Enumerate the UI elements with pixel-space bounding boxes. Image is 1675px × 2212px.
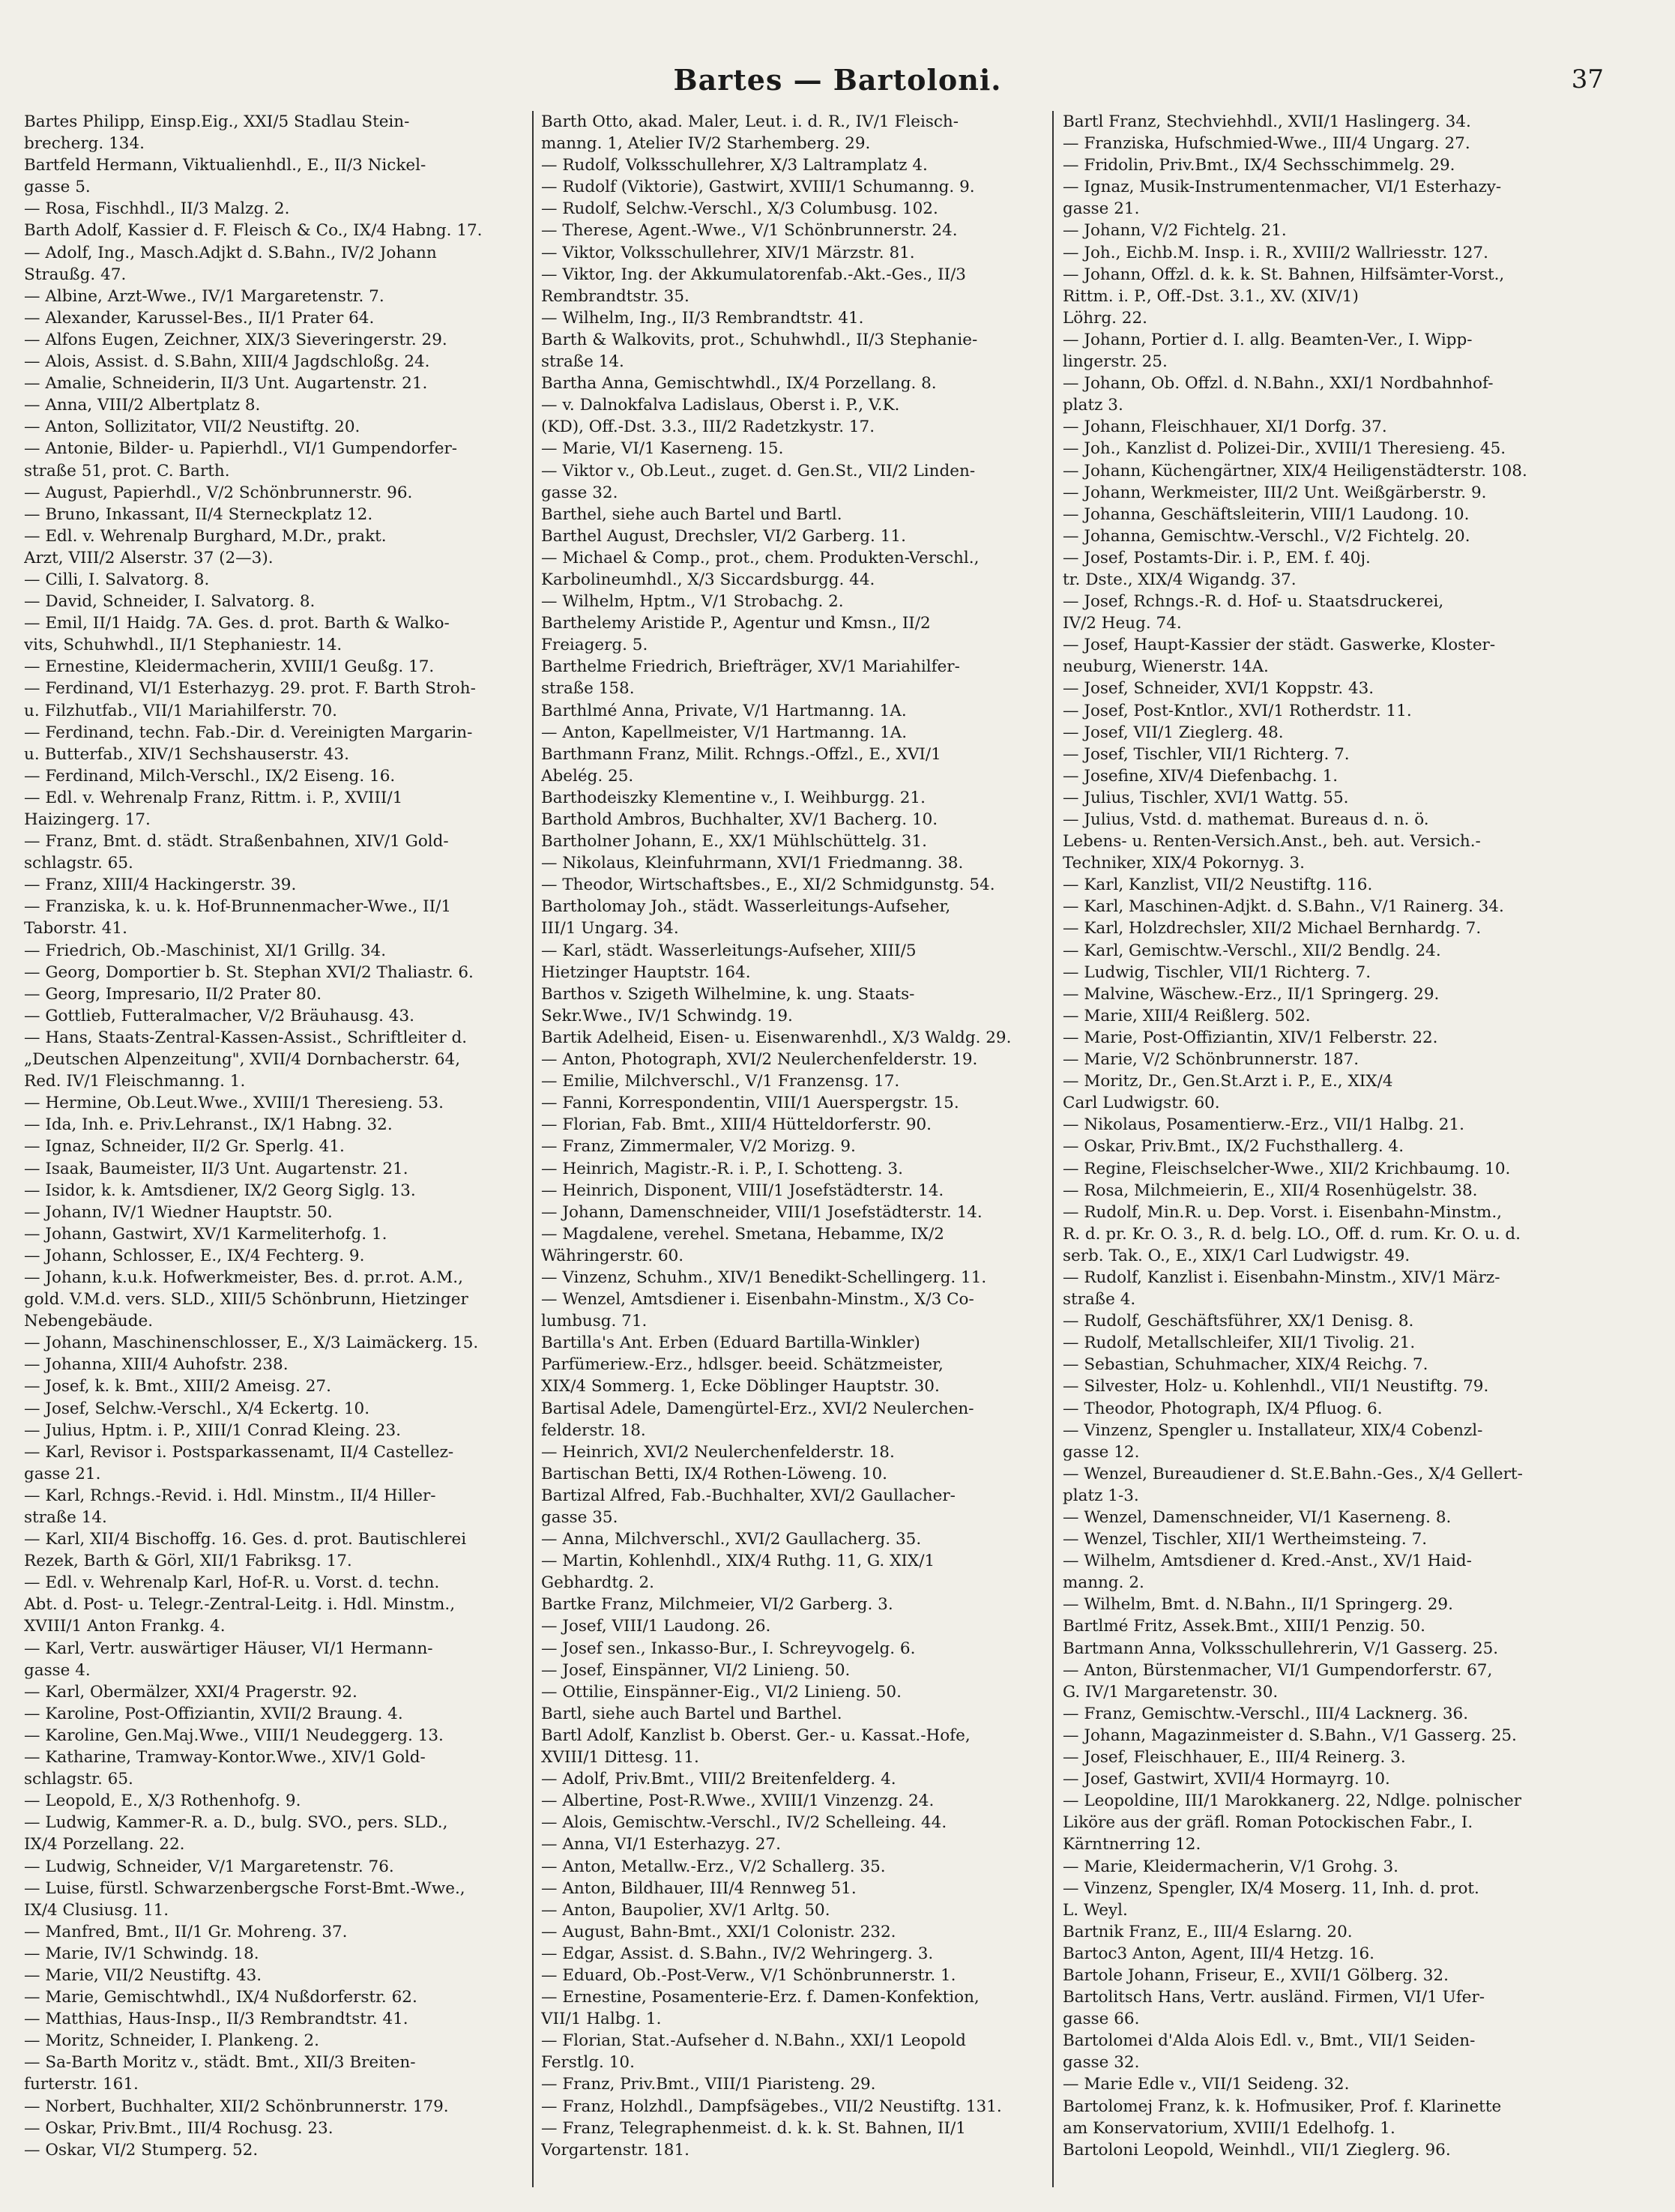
directory-entry-line: gasse 12. <box>1063 1442 1140 1462</box>
directory-entry-line: platz 1-3. <box>1063 1486 1139 1505</box>
directory-entry-line: neuburg, Wienerstr. 14A. <box>1063 657 1269 677</box>
directory-entry-line: lumbusg. 71. <box>541 1312 648 1331</box>
directory-entry-line: — Malvine, Wäschew.-Erz., II/1 Springerg. 29. <box>1063 984 1440 1004</box>
directory-entry-line: — Alexander, Karussel-Bes., II/1 Prater 64. <box>24 308 375 328</box>
directory-entry-line: Barthel, siehe auch Bartel und Bartl. <box>541 504 842 524</box>
directory-entry-line: — Anna, VI/1 Esterhazyg. 27. <box>541 1835 781 1854</box>
directory-entry-line: — Sa-Barth Moritz v., städt. Bmt., XII/3 Breiten- <box>24 2053 416 2073</box>
directory-entry-line: — Heinrich, XVI/2 Neulerchenfelderstr. 18. <box>541 1442 895 1462</box>
directory-entry-line: — Wenzel, Amtsdiener i. Eisenbahn-Minstm., X/3 Co- <box>541 1290 974 1310</box>
directory-entry-line: — Julius, Vstd. d. mathemat. Bureaus d. n. ö. <box>1063 810 1429 829</box>
directory-entry-line: L. Weyl. <box>1063 1900 1128 1920</box>
directory-entry-line: — Adolf, Ing., Masch.Adjkt d. S.Bahn., IV/2 Johann <box>24 243 437 262</box>
directory-entry-line: — Fridolin, Priv.Bmt., IX/4 Sechsschimmelg. 29. <box>1063 156 1455 175</box>
directory-entry-line: Barth Adolf, Kassier d. F. Fleisch & Co., IX/4 Habng. 17. <box>24 221 483 241</box>
directory-entry-line: — Josef, Haupt-Kassier der städt. Gaswerke, Kloster- <box>1063 636 1496 655</box>
directory-entry-line: — Adolf, Priv.Bmt., VIII/2 Breitenfelderg. 4. <box>541 1770 896 1789</box>
directory-entry-line: — Josef, VIII/1 Laudong. 26. <box>541 1617 771 1636</box>
directory-entry-line: — Wenzel, Damenschneider, VI/1 Kaserneng. 8. <box>1063 1508 1452 1527</box>
directory-entry-line: Taborstr. 41. <box>24 919 127 938</box>
directory-entry-line: — Oskar, VI/2 Stumperg. 52. <box>24 2140 259 2160</box>
directory-entry-line: — Karl, Maschinen-Adjkt. d. S.Bahn., V/1 Rainerg. 34. <box>1063 897 1504 917</box>
column-divider <box>1052 111 1054 2187</box>
directory-entry-line: — Rudolf, Kanzlist i. Eisenbahn-Minstm., XIV/1 März- <box>1063 1268 1500 1287</box>
directory-entry-line: Gebhardtg. 2. <box>541 1573 654 1593</box>
directory-entry-line: — Josef, Gastwirt, XVII/4 Hormayrg. 10. <box>1063 1770 1390 1789</box>
column-3 <box>1063 111 1580 2195</box>
directory-entry-line: — Regine, Fleischselcher-Wwe., XII/2 Krichbaumg. 10. <box>1063 1159 1511 1178</box>
directory-entry-line: — Alfons Eugen, Zeichner, XIX/3 Sieveringerstr. 29. <box>24 330 447 349</box>
directory-entry-line: — Anton, Metallw.-Erz., V/2 Schallerg. 35. <box>541 1857 886 1876</box>
directory-entry-line: — Josef, VII/1 Zieglerg. 48. <box>1063 723 1284 742</box>
directory-entry-line: furterstr. 161. <box>24 2075 139 2094</box>
directory-entry-line: Bartolitsch Hans, Vertr. ausländ. Firmen, VI/1 Ufer- <box>1063 1988 1485 2007</box>
directory-entry-line: — Josefine, XIV/4 Diefenbachg. 1. <box>1063 766 1339 786</box>
directory-entry-line: — Antonie, Bilder- u. Papierhdl., VI/1 Gumpendorfer- <box>24 439 458 459</box>
directory-entry-line: Red. IV/1 Fleischmanng. 1. <box>24 1072 246 1091</box>
directory-entry-line: — Johanna, XIII/4 Auhofstr. 238. <box>24 1355 289 1375</box>
directory-entry-line: — Marie, V/2 Schönbrunnerstr. 187. <box>1063 1050 1359 1070</box>
directory-entry-line: — Karoline, Post-Offiziantin, XVII/2 Braung. 4. <box>24 1704 403 1723</box>
directory-entry-line: lingerstr. 25. <box>1063 352 1168 372</box>
directory-entry-line: — Johann, Schlosser, E., IX/4 Fechterg. 9. <box>24 1246 365 1265</box>
directory-entry-line: gasse 35. <box>541 1508 618 1527</box>
directory-entry-line: — Emilie, Milchverschl., V/1 Franzensg. 17. <box>541 1072 900 1091</box>
directory-entry-line: — Magdalene, verehel. Smetana, Hebamme, IX/2 <box>541 1224 944 1244</box>
directory-entry-line: — Nikolaus, Posamentierw.-Erz., VII/1 Halbg. 21. <box>1063 1115 1464 1135</box>
directory-entry-line: Haizingerg. 17. <box>24 810 151 829</box>
directory-entry-line: — Ludwig, Tischler, VII/1 Richterg. 7. <box>1063 962 1371 982</box>
directory-entry-line: — Matthias, Haus-Insp., II/3 Rembrandtstr. 41. <box>24 2010 408 2029</box>
directory-entry-line: — Edl. v. Wehrenalp Burghard, M.Dr., prakt. <box>24 526 387 546</box>
directory-entry-line: — Josef, Postamts-Dir. i. P., EM. f. 40j. <box>1063 548 1371 567</box>
directory-entry-line: — Karl, Rchngs.-Revid. i. Hdl. Minstm., II/4 Hiller- <box>24 1486 436 1505</box>
directory-entry-line: — Karl, XII/4 Bischoffg. 16. Ges. d. prot. Bautischlerei <box>24 1530 467 1549</box>
directory-entry-line: Bartholner Johann, E., XX/1 Mühlschüttelg. 31. <box>541 832 927 852</box>
directory-entry-line: — Albine, Arzt-Wwe., IV/1 Margaretenstr. 7. <box>24 286 384 306</box>
directory-entry-line: Barthelemy Aristide P., Agentur und Kmsn., II/2 <box>541 614 931 633</box>
directory-entry-line: — Marie, VI/1 Kaserneng. 15. <box>541 439 784 459</box>
directory-entry-line: — Hermine, Ob.Leut.Wwe., XVIII/1 Theresieng. 53. <box>24 1094 444 1113</box>
directory-entry-line: Barthlmé Anna, Private, V/1 Hartmanng. 1A. <box>541 701 907 720</box>
directory-entry-line: — Alois, Assist. d. S.Bahn, XIII/4 Jagdschloßg. 24. <box>24 352 430 372</box>
directory-entry-line: — Josef, Fleischhauer, E., III/4 Reinerg. 3. <box>1063 1748 1406 1768</box>
directory-entry-line: — Anton, Sollizitator, VII/2 Neustiftg. 20. <box>24 418 360 437</box>
directory-entry-line: tr. Dste., XIX/4 Wigandg. 37. <box>1063 570 1297 589</box>
directory-entry-line: Karbolineumhdl., X/3 Siccardsburgg. 44. <box>541 570 875 589</box>
directory-entry-line: — Johann, Gastwirt, XV/1 Karmeliterhofg. 1. <box>24 1224 387 1244</box>
directory-entry-line: Lebens- u. Renten-Versich.Anst., beh. aut. Versich.- <box>1063 832 1481 852</box>
directory-entry-line: — Johann, Maschinenschlosser, E., X/3 Laimäckerg. 15. <box>24 1333 479 1353</box>
directory-entry-line: Barthodeiszky Klementine v., I. Weihburgg. 21. <box>541 788 926 807</box>
directory-entry-line: Bartl, siehe auch Bartel und Barthel. <box>541 1704 842 1723</box>
directory-entry-line: IX/4 Clusiusg. 11. <box>24 1900 169 1920</box>
directory-entry-line: straße 51, prot. C. Barth. <box>24 461 230 480</box>
directory-entry-line: — Wilhelm, Amtsdiener d. Kred.-Anst., XV/1 Haid- <box>1063 1552 1472 1571</box>
directory-entry-line: brecherg. 134. <box>24 134 145 154</box>
directory-entry-line: Rembrandtstr. 35. <box>541 286 689 306</box>
directory-entry-line: IV/2 Heug. 74. <box>1063 614 1182 633</box>
directory-entry-line: Nebengebäude. <box>24 1312 154 1331</box>
directory-entry-line: Techniker, XIX/4 Pokornyg. 3. <box>1063 854 1305 873</box>
directory-entry-line: — Viktor, Volksschullehrer, XIV/1 Märzstr. 81. <box>541 243 915 262</box>
directory-entry-line: Bartfeld Hermann, Viktualienhdl., E., II/3 Nickel- <box>24 156 426 175</box>
directory-entry-line: — Joh., Kanzlist d. Polizei-Dir., XVIII/1 Theresieng. 45. <box>1063 439 1506 459</box>
directory-entry-line: — Ignaz, Musik-Instrumentenmacher, VI/1 Esterhazy- <box>1063 178 1502 197</box>
directory-entry-line: — Gottlieb, Futteralmacher, V/2 Bräuhausg. 43. <box>24 1006 414 1025</box>
directory-entry-line: — Edl. v. Wehrenalp Franz, Rittm. i. P., XVIII/1 <box>24 788 403 807</box>
directory-entry-line: — Isaak, Baumeister, II/3 Unt. Augartenstr. 21. <box>24 1159 408 1178</box>
directory-entry-line: gold. V.M.d. vers. SLD., XIII/5 Schönbrunn, Hietzinger <box>24 1290 468 1310</box>
directory-entry-line: — Franziska, k. u. k. Hof-Brunnenmacher-Wwe., II/1 <box>24 897 452 917</box>
directory-entry-line: — Josef, k. k. Bmt., XIII/2 Ameisg. 27. <box>24 1377 331 1396</box>
directory-entry-line: — Josef, Einspänner, VI/2 Linieng. 50. <box>541 1660 851 1680</box>
directory-entry-line: gasse 21. <box>24 1464 101 1483</box>
directory-entry-line: Bartilla's Ant. Erben (Eduard Bartilla-Winkler) <box>541 1333 920 1353</box>
directory-entry-line: — Johann, Magazinmeister d. S.Bahn., V/1 Gasserg. 25. <box>1063 1726 1517 1745</box>
directory-entry-line: — Franz, Priv.Bmt., VIII/1 Piaristeng. 29. <box>541 2075 876 2094</box>
directory-entry-line: — Rudolf, Metallschleifer, XII/1 Tivolig. 21. <box>1063 1333 1416 1353</box>
directory-entry-line: — Leopold, E., X/3 Rothenhofg. 9. <box>24 1791 301 1811</box>
directory-entry-line: manng. 1, Atelier IV/2 Starhemberg. 29. <box>541 134 871 154</box>
directory-entry-line: Bartik Adelheid, Eisen- u. Eisenwarenhdl., X/3 Waldg. 29. <box>541 1028 1012 1047</box>
directory-entry-line: — Georg, Impresario, II/2 Prater 80. <box>24 984 322 1004</box>
directory-entry-line: — Katharine, Tramway-Kontor.Wwe., XIV/1 Gold- <box>24 1748 426 1768</box>
directory-entry-line: Barthos v. Szigeth Wilhelmine, k. ung. Staats- <box>541 984 915 1004</box>
directory-entry-line: — Rudolf, Geschäftsführer, XX/1 Denisg. 8. <box>1063 1312 1414 1331</box>
directory-entry-line: — Nikolaus, Kleinfuhrmann, XVI/1 Friedmanng. 38. <box>541 854 964 873</box>
directory-entry-line: — Johann, Ob. Offzl. d. N.Bahn., XXI/1 Nordbahnhof- <box>1063 374 1494 394</box>
directory-entry-line: — Julius, Hptm. i. P., XIII/1 Conrad Kleing. 23. <box>24 1420 401 1440</box>
directory-entry-line: — Florian, Stat.-Aufseher d. N.Bahn., XXI/1 Leopold <box>541 2031 966 2051</box>
directory-entry-line: Abt. d. Post- u. Telegr.-Zentral-Leitg. i. Hdl. Minstm., <box>24 1595 456 1615</box>
directory-entry-line: — Anton, Kapellmeister, V/1 Hartmanng. 1A. <box>541 723 908 742</box>
directory-entry-line: — Rosa, Milchmeierin, E., XII/4 Rosenhügelstr. 38. <box>1063 1181 1478 1200</box>
directory-entry-line: — Bruno, Inkassant, II/4 Sterneckplatz 12. <box>24 504 373 524</box>
directory-entry-line: am Konservatorium, XVIII/1 Edelhofg. 1. <box>1063 2118 1395 2138</box>
directory-entry-line: — Karl, städt. Wasserleitungs-Aufseher, XIII/5 <box>541 941 917 960</box>
directory-entry-line: schlagstr. 65. <box>24 854 133 873</box>
directory-entry-line: — Albertine, Post-R.Wwe., XVIII/1 Vinzenzg. 24. <box>541 1791 935 1811</box>
directory-entry-line: — Marie, Gemischtwhdl., IX/4 Nußdorferstr. 62. <box>24 1988 417 2007</box>
directory-entry-line: — Silvester, Holz- u. Kohlenhdl., VII/1 Neustiftg. 79. <box>1063 1377 1489 1396</box>
directory-entry-line: Bartole Johann, Friseur, E., XVII/1 Gölberg. 32. <box>1063 1965 1449 1985</box>
directory-entry-line: XVIII/1 Dittesg. 11. <box>541 1748 699 1768</box>
directory-entry-line: — Theodor, Wirtschaftsbes., E., XI/2 Schmidgunstg. 54. <box>541 876 995 895</box>
directory-entry-line: Bartisal Adele, Damengürtel-Erz., XVI/2 Neulerchen- <box>541 1399 974 1418</box>
directory-entry-line: Bartolomei d'Alda Alois Edl. v., Bmt., VII/1 Seiden- <box>1063 2031 1476 2051</box>
directory-entry-line: Sekr.Wwe., IV/1 Schwindg. 19. <box>541 1006 793 1025</box>
directory-entry-line: Vorgartenstr. 181. <box>541 2140 689 2160</box>
directory-entry-line: — Marie Edle v., VII/1 Seideng. 32. <box>1063 2075 1350 2094</box>
directory-entry-line: — Marie, Post-Offiziantin, XIV/1 Felberstr. 22. <box>1063 1028 1438 1047</box>
directory-entry-line: — Anton, Baupolier, XV/1 Arltg. 50. <box>541 1900 830 1920</box>
directory-entry-line: — Theodor, Photograph, IX/4 Pfluog. 6. <box>1063 1399 1383 1418</box>
directory-entry-line: — Rudolf, Min.R. u. Dep. Vorst. i. Eisenbahn-Minstm., <box>1063 1202 1502 1222</box>
directory-entry-line: — Karl, Kanzlist, VII/2 Neustiftg. 116. <box>1063 876 1373 895</box>
directory-entry-line: Bartoloni Leopold, Weinhdl., VII/1 Zieglerg. 96. <box>1063 2140 1451 2160</box>
directory-entry-line: — Franz, Holzhdl., Dampfsägebes., VII/2 Neustiftg. 131. <box>541 2097 1002 2116</box>
directory-entry-line: straße 4. <box>1063 1290 1136 1310</box>
directory-entry-line: — Karl, Gemischtw.-Verschl., XII/2 Bendlg. 24. <box>1063 941 1441 960</box>
directory-entry-line: — Amalie, Schneiderin, II/3 Unt. Augartenstr. 21. <box>24 374 428 394</box>
directory-entry-line: Bartmann Anna, Volksschullehrerin, V/1 Gasserg. 25. <box>1063 1639 1499 1658</box>
directory-entry-line: — Cilli, I. Salvatorg. 8. <box>24 570 210 589</box>
directory-entry-line: — Johann, Portier d. I. allg. Beamten-Ver., I. Wipp- <box>1063 330 1473 349</box>
directory-entry-line: Bartha Anna, Gemischtwhdl., IX/4 Porzellang. 8. <box>541 374 937 394</box>
directory-entry-line: — Karl, Obermälzer, XXI/4 Pragerstr. 92. <box>24 1682 357 1702</box>
directory-entry-line: u. Filzhutfab., VII/1 Mariahilferstr. 70. <box>24 701 337 720</box>
directory-entry-line: gasse 32. <box>541 483 618 502</box>
directory-entry-line: Barthel August, Drechsler, VI/2 Garberg. 11. <box>541 526 906 546</box>
directory-entry-line: Bartes Philipp, Einsp.Eig., XXI/5 Stadlau Stein- <box>24 112 410 131</box>
directory-entry-line: — Ernestine, Posamenterie-Erz. f. Damen-Konfektion, <box>541 1988 980 2007</box>
directory-entry-line: — Johanna, Gemischtw.-Verschl., V/2 Fichtelg. 20. <box>1063 526 1470 546</box>
directory-entry-line: vits, Schuhwhdl., II/1 Stephaniestr. 14. <box>24 636 342 655</box>
directory-entry-line: gasse 4. <box>24 1660 91 1680</box>
directory-entry-line: — Karl, Vertr. auswärtiger Häuser, VI/1 Hermann- <box>24 1639 433 1658</box>
directory-entry-line: — Ferdinand, Milch-Verschl., IX/2 Eiseng. 16. <box>24 766 396 786</box>
directory-entry-line: — Luise, fürstl. Schwarzenbergsche Forst-Bmt.-Wwe., <box>24 1878 465 1898</box>
directory-entry-line: gasse 66. <box>1063 2010 1140 2029</box>
directory-entry-line: — Martin, Kohlenhdl., XIX/4 Ruthg. 11, G. XIX/1 <box>541 1552 935 1571</box>
directory-entry-line: Bartischan Betti, IX/4 Rothen-Löweng. 10. <box>541 1464 888 1483</box>
directory-entry-line: Liköre aus der gräfl. Roman Potockischen Fabr., I. <box>1063 1813 1473 1833</box>
directory-entry-line: Bartholomay Joh., städt. Wasserleitungs-Aufseher, <box>541 897 951 917</box>
directory-entry-line: Freiagerg. 5. <box>541 636 648 655</box>
directory-entry-line: — Sebastian, Schuhmacher, XIX/4 Reichg. 7. <box>1063 1355 1428 1375</box>
directory-entry-line: gasse 32. <box>1063 2053 1140 2073</box>
directory-entry-line: — Marie, Kleidermacherin, V/1 Grohg. 3. <box>1063 1857 1398 1876</box>
directory-entry-line: G. IV/1 Margaretenstr. 30. <box>1063 1682 1279 1702</box>
directory-entry-line: — Norbert, Buchhalter, XII/2 Schönbrunnerstr. 179. <box>24 2097 449 2116</box>
directory-entry-line: — v. Dalnokfalva Ladislaus, Oberst i. P., V.K. <box>541 396 900 415</box>
directory-entry-line: — Therese, Agent.-Wwe., V/1 Schönbrunnerstr. 24. <box>541 221 958 241</box>
directory-entry-line: — Josef, Rchngs.-R. d. Hof- u. Staatsdruckerei, <box>1063 592 1444 612</box>
directory-entry-line: — Viktor v., Ob.Leut., zuget. d. Gen.St., VII/2 Linden- <box>541 461 976 480</box>
directory-entry-line: — Michael & Comp., prot., chem. Produkten-Verschl., <box>541 548 980 567</box>
directory-entry-line: — Emil, II/1 Haidg. 7A. Ges. d. prot. Barth & Walko- <box>24 614 450 633</box>
directory-entry-line: — Anton, Bürstenmacher, VI/1 Gumpendorferstr. 67, <box>1063 1660 1493 1680</box>
directory-entry-line: XVIII/1 Anton Frankg. 4. <box>24 1617 226 1636</box>
directory-entry-line: — August, Bahn-Bmt., XXI/1 Colonistr. 232. <box>541 1922 896 1941</box>
directory-entry-line: — Rudolf, Selchw.-Verschl., X/3 Columbusg. 102. <box>541 199 938 219</box>
directory-entry-line: — Josef, Post-Kntlor., XVI/1 Rotherdstr. 11. <box>1063 701 1412 720</box>
directory-entry-line: — Karl, Holzdrechsler, XII/2 Michael Bernhardg. 7. <box>1063 919 1482 938</box>
directory-entry-line: — Johann, Fleischhauer, XI/1 Dorfg. 37. <box>1063 418 1387 437</box>
directory-entry-line: XIX/4 Sommerg. 1, Ecke Döblinger Hauptstr. 30. <box>541 1377 940 1396</box>
directory-entry-line: — Karl, Revisor i. Postsparkassenamt, II/4 Castellez- <box>24 1442 454 1462</box>
directory-entry-line: — Moritz, Dr., Gen.St.Arzt i. P., E., XIX/4 <box>1063 1072 1393 1091</box>
directory-entry-line: — Ludwig, Schneider, V/1 Margaretenstr. 76. <box>24 1857 394 1876</box>
directory-entry-line: — Manfred, Bmt., II/1 Gr. Mohreng. 37. <box>24 1922 348 1941</box>
directory-entry-line: — Wenzel, Tischler, XII/1 Wertheimsteing. 7. <box>1063 1530 1428 1549</box>
directory-entry-line: — Isidor, k. k. Amtsdiener, IX/2 Georg Siglg. 13. <box>24 1181 416 1200</box>
directory-entry-line: — Heinrich, Disponent, VIII/1 Josefstädterstr. 14. <box>541 1181 944 1200</box>
page-title: Bartes — Bartoloni. <box>673 63 1002 97</box>
directory-entry-line: — Franz, XIII/4 Hackingerstr. 39. <box>24 876 297 895</box>
directory-entry-line: Bartl Franz, Stechviehhdl., XVII/1 Haslingerg. 34. <box>1063 112 1471 131</box>
directory-entry-line: „Deutschen Alpenzeitung", XVII/4 Dornbacherstr. 64, <box>24 1050 461 1070</box>
directory-entry-line: — Johann, IV/1 Wiedner Hauptstr. 50. <box>24 1202 333 1222</box>
directory-entry-line: — Franz, Gemischtw.-Verschl., III/4 Lacknerg. 36. <box>1063 1704 1469 1723</box>
directory-entry-line: — Franziska, Hufschmied-Wwe., III/4 Ungarg. 27. <box>1063 134 1470 154</box>
directory-entry-line: — Johann, Offzl. d. k. k. St. Bahnen, Hilfsämter-Vorst., <box>1063 265 1505 284</box>
directory-entry-line: — Marie, VII/2 Neustiftg. 43. <box>24 1965 262 1985</box>
directory-entry-line: — Johann, Damenschneider, VIII/1 Josefstädterstr. 14. <box>541 1202 983 1222</box>
directory-entry-line: — Edl. v. Wehrenalp Karl, Hof-R. u. Vorst. d. techn. <box>24 1573 440 1593</box>
column-2 <box>541 111 1048 2195</box>
directory-entry-line: — Johann, k.u.k. Hofwerkmeister, Bes. d. pr.rot. A.M., <box>24 1268 463 1287</box>
directory-entry-line: straße 158. <box>541 679 635 699</box>
directory-entry-line: — Wilhelm, Ing., II/3 Rembrandtstr. 41. <box>541 308 864 328</box>
directory-entry-line: — Ottilie, Einspänner-Eig., VI/2 Linieng. 50. <box>541 1682 902 1702</box>
directory-entry-line: Barthmann Franz, Milit. Rchngs.-Offzl., E., XVI/1 <box>541 744 941 764</box>
directory-entry-line: straße 14. <box>24 1508 107 1527</box>
directory-entry-line: manng. 2. <box>1063 1573 1144 1593</box>
directory-entry-line: — Eduard, Ob.-Post-Verw., V/1 Schönbrunnerstr. 1. <box>541 1965 956 1985</box>
directory-entry-line: Carl Ludwigstr. 60. <box>1063 1094 1220 1113</box>
directory-entry-line: gasse 5. <box>24 178 91 197</box>
directory-entry-line: — Franz, Telegraphenmeist. d. k. k. St. Bahnen, II/1 <box>541 2118 966 2138</box>
directory-entry-line: Löhrg. 22. <box>1063 308 1147 328</box>
directory-entry-line: — Julius, Tischler, XVI/1 Wattg. 55. <box>1063 788 1349 807</box>
directory-entry-line: — Wilhelm, Hptm., V/1 Strobachg. 2. <box>541 592 844 612</box>
directory-entry-line: Bartnik Franz, E., III/4 Eslarng. 20. <box>1063 1922 1353 1941</box>
directory-entry-line: — Florian, Fab. Bmt., XIII/4 Hütteldorferstr. 90. <box>541 1115 932 1135</box>
directory-entry-line: serb. Tak. O., E., XIX/1 Carl Ludwigstr. 49. <box>1063 1246 1410 1265</box>
column-1 <box>24 111 526 2195</box>
directory-entry-line: Bartolomej Franz, k. k. Hofmusiker, Prof. f. Klarinette <box>1063 2097 1502 2116</box>
directory-entry-line: III/1 Ungarg. 34. <box>541 919 679 938</box>
directory-entry-line: — Karoline, Gen.Maj.Wwe., VIII/1 Neudeggerg. 13. <box>24 1726 444 1745</box>
directory-entry-line: Barthelme Friedrich, Briefträger, XV/1 Mariahilfer- <box>541 657 960 677</box>
directory-entry-line: Rezek, Barth & Görl, XII/1 Fabriksg. 17. <box>24 1552 352 1571</box>
directory-entry-line: — Rudolf, Volksschullehrer, X/3 Laltramplatz 4. <box>541 156 928 175</box>
directory-entry-line: — Oskar, Priv.Bmt., III/4 Rochusg. 23. <box>24 2118 334 2138</box>
directory-entry-line: — Anna, VIII/2 Albertplatz 8. <box>24 396 261 415</box>
directory-entry-line: — Viktor, Ing. der Akkumulatorenfab.-Akt.-Ges., II/3 <box>541 265 966 284</box>
directory-entry-line: — Georg, Domportier b. St. Stephan XVI/2 Thaliastr. 6. <box>24 962 474 982</box>
directory-entry-line: — Edgar, Assist. d. S.Bahn., IV/2 Wehringerg. 3. <box>541 1944 934 1963</box>
directory-entry-line: — Ernestine, Kleidermacherin, XVIII/1 Geußg. 17. <box>24 657 435 677</box>
directory-entry-line: — Ignaz, Schneider, II/2 Gr. Sperlg. 41. <box>24 1137 345 1157</box>
directory-entry-line: — Ludwig, Kammer-R. a. D., bulg. SVO., pers. SLD., <box>24 1813 448 1833</box>
directory-entry-line: — Oskar, Priv.Bmt., IX/2 Fuchsthallerg. 4. <box>1063 1137 1404 1157</box>
directory-entry-line: Bartoc3 Anton, Agent, III/4 Hetzg. 16. <box>1063 1944 1374 1963</box>
directory-entry-line: (KD), Off.-Dst. 3.3., III/2 Radetzkystr. 17. <box>541 418 875 437</box>
directory-entry-line: gasse 21. <box>1063 199 1140 219</box>
directory-entry-line: — Ida, Inh. e. Priv.Lehranst., IX/1 Habng. 32. <box>24 1115 393 1135</box>
directory-entry-line: — Josef, Schneider, XVI/1 Koppstr. 43. <box>1063 679 1374 699</box>
directory-entry-line: — Alois, Gemischtw.-Verschl., IV/2 Schelleing. 44. <box>541 1813 947 1833</box>
page-header <box>0 63 1675 108</box>
directory-entry-line: Hietzinger Hauptstr. 164. <box>541 962 751 982</box>
directory-entry-line: — Rosa, Fischhdl., II/3 Malzg. 2. <box>24 199 290 219</box>
directory-entry-line: Parfümeriew.-Erz., hdlsger. beeid. Schätzmeister, <box>541 1355 944 1375</box>
directory-entry-line: Barth & Walkovits, prot., Schuhwhdl., II/3 Stephanie- <box>541 330 978 349</box>
directory-entry-line: Kärntnerring 12. <box>1063 1835 1201 1854</box>
directory-entry-line: — Hans, Staats-Zentral-Kassen-Assist., Schriftleiter d. <box>24 1028 468 1047</box>
directory-entry-line: Barthold Ambros, Buchhalter, XV/1 Bacherg. 10. <box>541 810 938 829</box>
directory-entry-line: — Johann, Küchengärtner, XIX/4 Heiligenstädterstr. 108. <box>1063 461 1527 480</box>
directory-entry-line: — Johann, Werkmeister, III/2 Unt. Weißgärberstr. 9. <box>1063 483 1487 502</box>
directory-entry-line: u. Butterfab., XIV/1 Sechshauserstr. 43. <box>24 744 349 764</box>
directory-entry-line: — Wilhelm, Bmt. d. N.Bahn., II/1 Springerg. 29. <box>1063 1595 1453 1615</box>
directory-entry-line: — David, Schneider, I. Salvatorg. 8. <box>24 592 316 612</box>
page-number: 37 <box>1571 64 1604 94</box>
directory-entry-line: — Anna, Milchverschl., XVI/2 Gaullacherg. 35. <box>541 1530 922 1549</box>
directory-entry-line: R. d. pr. Kr. O. 3., R. d. belg. LO., Off. d. rum. Kr. O. u. d. <box>1063 1224 1521 1244</box>
directory-entry-line: Arzt, VIII/2 Alserstr. 37 (2—3). <box>24 548 274 567</box>
directory-entry-line: straße 14. <box>541 352 624 372</box>
directory-entry-line: Ferstlg. 10. <box>541 2053 635 2073</box>
directory-entry-line: — Rudolf (Viktorie), Gastwirt, XVIII/1 Schumanng. 9. <box>541 178 975 197</box>
directory-entry-line: — Franz, Zimmermaler, V/2 Morizg. 9. <box>541 1137 856 1157</box>
directory-entry-line: Bartlmé Fritz, Assek.Bmt., XIII/1 Penzig. 50. <box>1063 1617 1426 1636</box>
directory-entry-line: — Johann, V/2 Fichtelg. 21. <box>1063 221 1287 241</box>
directory-entry-line: IX/4 Porzellang. 22. <box>24 1835 185 1854</box>
directory-entry-line: — Moritz, Schneider, I. Plankeng. 2. <box>24 2031 319 2051</box>
directory-entry-line: — Josef, Tischler, VII/1 Richterg. 7. <box>1063 744 1350 764</box>
column-divider <box>532 111 534 2187</box>
directory-entry-line: Währingerstr. 60. <box>541 1246 684 1265</box>
directory-entry-line: Abelég. 25. <box>541 766 634 786</box>
directory-entry-line: — Wenzel, Bureaudiener d. St.E.Bahn.-Ges., X/4 Gellert- <box>1063 1464 1523 1483</box>
directory-entry-line: — Heinrich, Magistr.-R. i. P., I. Schotteng. 3. <box>541 1159 903 1178</box>
directory-entry-line: felderstr. 18. <box>541 1420 646 1440</box>
directory-entry-line: — Josef sen., Inkasso-Bur., I. Schreyvogelg. 6. <box>541 1639 916 1658</box>
directory-entry-line: — Anton, Bildhauer, III/4 Rennweg 51. <box>541 1878 857 1898</box>
directory-entry-line: — August, Papierhdl., V/2 Schönbrunnerstr. 96. <box>24 483 413 502</box>
directory-entry-line: — Friedrich, Ob.-Maschinist, XI/1 Grillg. 34. <box>24 941 387 960</box>
directory-entry-line: VII/1 Halbg. 1. <box>541 2010 662 2029</box>
directory-entry-line: — Vinzenz, Spengler, IX/4 Moserg. 11, Inh. d. prot. <box>1063 1878 1479 1898</box>
directory-entry-line: Bartizal Alfred, Fab.-Buchhalter, XVI/2 Gaullacher- <box>541 1486 956 1505</box>
directory-entry-line: — Fanni, Korrespondentin, VIII/1 Auerspergstr. 15. <box>541 1094 959 1113</box>
directory-entry-line: Bartl Adolf, Kanzlist b. Oberst. Ger.- u. Kassat.-Hofe, <box>541 1726 971 1745</box>
directory-entry-line: Straußg. 47. <box>24 265 127 284</box>
directory-entry-line: platz 3. <box>1063 396 1123 415</box>
directory-entry-line: schlagstr. 65. <box>24 1770 133 1789</box>
directory-entry-line: — Vinzenz, Schuhm., XIV/1 Benedikt-Schellingerg. 11. <box>541 1268 987 1287</box>
directory-entry-line: — Leopoldine, III/1 Marokkanerg. 22, Ndlge. polnischer <box>1063 1791 1522 1811</box>
directory-entry-line: — Ferdinand, VI/1 Esterhazyg. 29. prot. F. Barth Stroh- <box>24 679 476 699</box>
directory-entry-line: — Ferdinand, techn. Fab.-Dir. d. Vereinigten Margarin- <box>24 723 473 742</box>
directory-entry-line: — Vinzenz, Spengler u. Installateur, XIX/4 Cobenzl- <box>1063 1420 1483 1440</box>
directory-entry-line: — Marie, IV/1 Schwindg. 18. <box>24 1944 259 1963</box>
directory-entry-line: — Franz, Bmt. d. städt. Straßenbahnen, XIV/1 Gold- <box>24 832 449 852</box>
directory-entry-line: — Anton, Photograph, XVI/2 Neulerchenfelderstr. 19. <box>541 1050 978 1070</box>
directory-entry-line: — Josef, Selchw.-Verschl., X/4 Eckertg. 10. <box>24 1399 370 1418</box>
directory-entry-line: — Marie, XIII/4 Reißlerg. 502. <box>1063 1006 1311 1025</box>
directory-entry-line: — Johanna, Geschäftsleiterin, VIII/1 Laudong. 10. <box>1063 504 1470 524</box>
directory-entry-line: Barth Otto, akad. Maler, Leut. i. d. R., IV/1 Fleisch- <box>541 112 959 131</box>
directory-entry-line: Bartke Franz, Milchmeier, VI/2 Garberg. 3. <box>541 1595 893 1615</box>
directory-entry-line: Rittm. i. P., Off.-Dst. 3.1., XV. (XIV/1) <box>1063 286 1359 306</box>
directory-entry-line: — Joh., Eichb.M. Insp. i. R., XVIII/2 Wallriesstr. 127. <box>1063 243 1488 262</box>
